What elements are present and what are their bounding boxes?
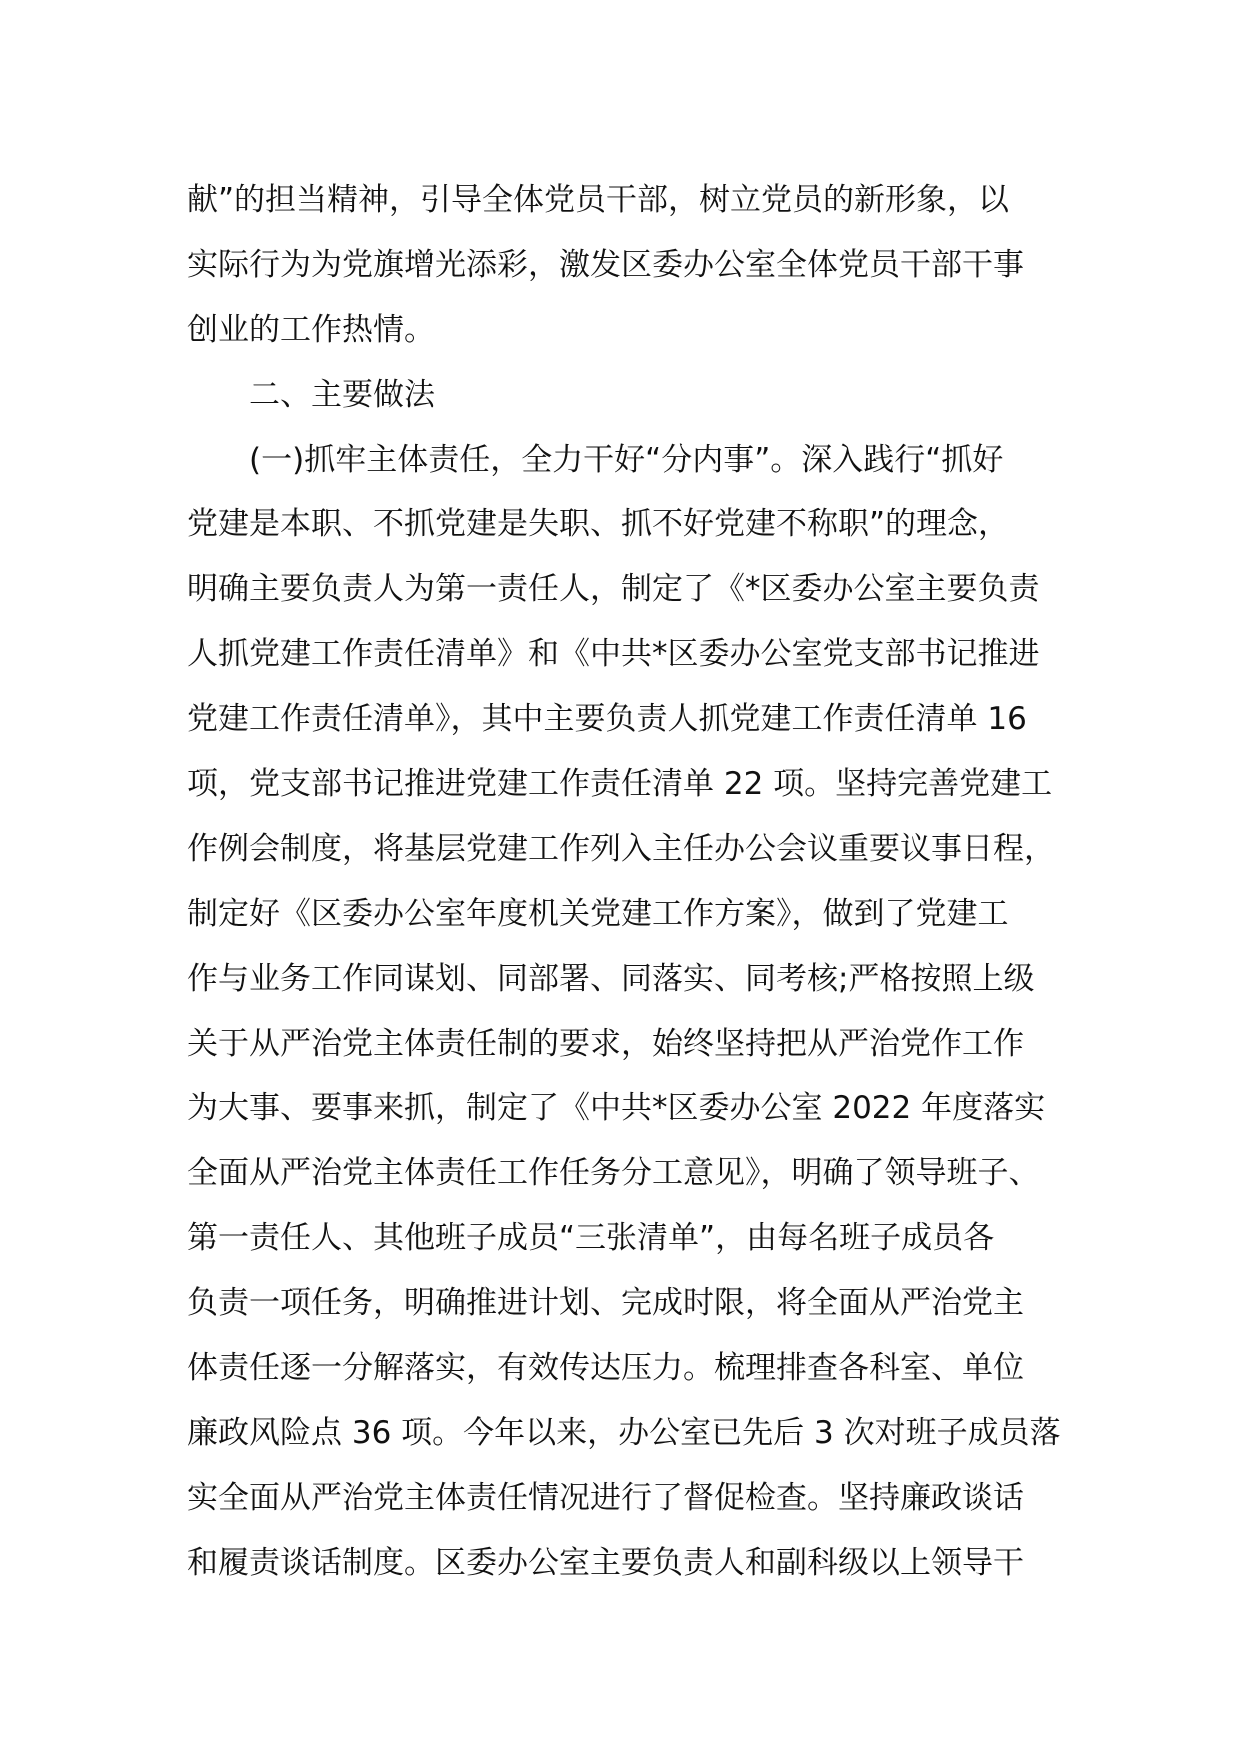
text-line: 项，党支部书记推进党建工作责任清单 22 项。坚持完善党建工	[187, 766, 1053, 803]
text-line: 和履责谈话制度。区委办公室主要负责人和副科级以上领导干	[187, 1544, 1024, 1581]
text-line: 党建是本职、不抓党建是失职、抓不好党建不称职”的理念，	[187, 506, 1010, 543]
text-line: 关于从严治党主体责任制的要求，始终坚持把从严治党作工作	[187, 1025, 1024, 1062]
text-line: 党建工作责任清单》，其中主要负责人抓党建工作责任清单 16	[187, 701, 1027, 738]
text-line: 创业的工作热情。	[187, 311, 435, 348]
text-line: (一)抓牢主体责任，全力干好“分内事”。深入践行“抓好	[249, 441, 1004, 478]
text-line: 负责一项任务，明确推进计划、完成时限，将全面从严治党主	[187, 1285, 1024, 1322]
body-text	[187, 168, 1067, 1596]
text-line: 体责任逐一分解落实，有效传达压力。梳理排查各科室、单位	[187, 1350, 1024, 1387]
section-heading: 二、主要做法	[249, 376, 435, 413]
text-line: 全面从严治党主体责任工作任务分工意见》，明确了领导班子、	[187, 1155, 1040, 1192]
text-line: 作与业务工作同谋划、同部署、同落实、同考核;严格按照上级	[187, 960, 1035, 997]
text-line: 作例会制度，将基层党建工作列入主任办公会议重要议事日程，	[187, 830, 1055, 867]
text-line: 为大事、要事来抓，制定了《中共*区委办公室 2022 年度落实	[187, 1090, 1046, 1127]
text-line: 第一责任人、其他班子成员“三张清单”，由每名班子成员各	[187, 1220, 995, 1257]
text-line: 献”的担当精神，引导全体党员干部，树立党员的新形象，以	[187, 182, 1010, 218]
text-line: 实全面从严治党主体责任情况进行了督促检查。坚持廉政谈话	[187, 1479, 1024, 1516]
text-line: 明确主要负责人为第一责任人，制定了《*区委办公室主要负责	[187, 571, 1040, 608]
text-line: 实际行为为党旗增光添彩，激发区委办公室全体党员干部干事	[187, 246, 1024, 283]
text-line: 人抓党建工作责任清单》和《中共*区委办公室党支部书记推进	[187, 636, 1040, 673]
text-line: 制定好《区委办公室年度机关党建工作方案》，做到了党建工	[187, 895, 1009, 932]
text-line: 廉政风险点 36 项。今年以来，办公室已先后 3 次对班子成员落	[187, 1414, 1061, 1451]
